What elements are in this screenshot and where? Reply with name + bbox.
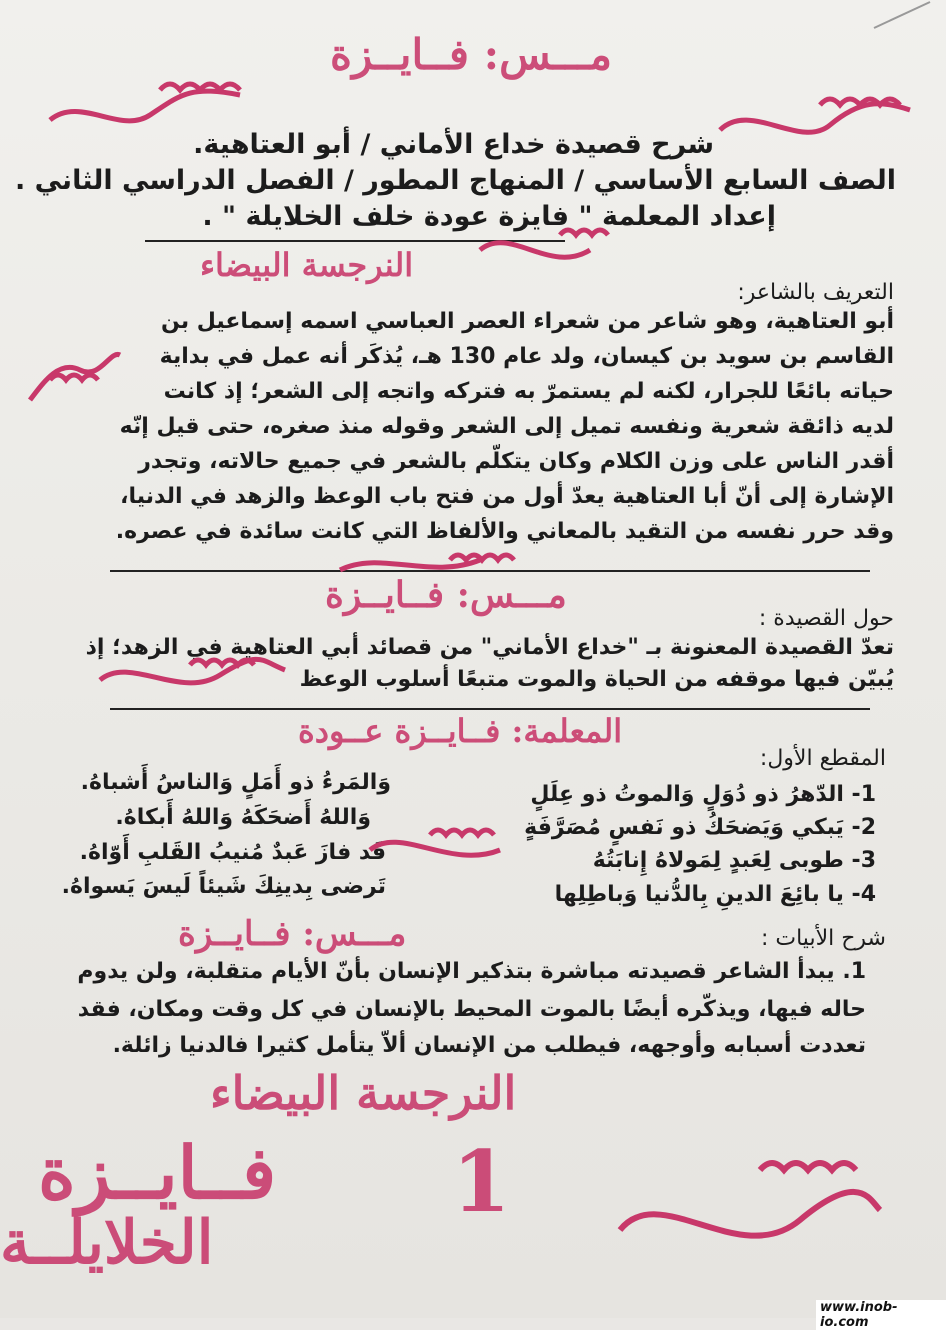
explanation-heading: شرح الأبيات : bbox=[760, 926, 886, 951]
signature-header-mid bbox=[470, 220, 640, 280]
verse-second-hemistich: تَرضى بِدينِكَ شَيئاً لَيسَ يَسواهُ. bbox=[61, 874, 386, 899]
poet-line: وقد حرر نفسه من التقيد بالمعاني والألفاظ التي كانت سائدة في عصره. bbox=[115, 519, 894, 544]
stamp-teacher-name-explanation: مـــس: فــايــزة bbox=[178, 914, 407, 954]
poet-line: حياته بائعًا للجرار، لكنه لم يستمرّ به فتركه واتجه إلى الشعر؛ إذ كانت bbox=[163, 379, 894, 404]
signature-bottom-right bbox=[600, 1140, 890, 1280]
about-line: يُبيّن فيها موقفه من الحياة والموت متبعًا أسلوب الوعظ bbox=[299, 667, 894, 692]
signature-poet-divider bbox=[330, 545, 530, 585]
grade-line: الصف السابع الأساسي / المنهاج المطور / الفصل الدراسي الثاني . bbox=[14, 165, 896, 196]
footer-site: www.inob-io.com bbox=[816, 1300, 946, 1330]
verse-first-hemistich: 3- طوبى لِعَبدٍ لِمَولاهُ إِنابَتُهُ bbox=[592, 848, 876, 873]
poet-line: أبو العتاهية، وهو شاعر من شعراء العصر العباسي اسمه إسماعيل بن bbox=[161, 309, 894, 334]
stamp-family-large: الخلايلــة bbox=[0, 1208, 214, 1278]
poet-line: أقدر الناس على وزن الكلام وكان يتكلّم بالشعر في جميع حالاته، وتجدر bbox=[138, 449, 894, 474]
explanation-line: حاله فيها، ويذكّره أيضًا بالموت المحيط بالإنسان في كل وقت ومكان، فقد bbox=[77, 997, 866, 1022]
section1-heading: المقطع الأول: bbox=[759, 746, 886, 771]
poet-line: لديه ذائقة شعرية ونفسه تميل إلى الشعر وقوله منذ صغره، حتى قيل إنّه bbox=[119, 414, 894, 439]
stamp-teacher-fullname: المعلمة: فــايــزة عــودة bbox=[298, 712, 623, 750]
verse-second-hemistich: قَد فازَ عَبدٌ مُنيبُ القَلبِ أَوّاهُ. bbox=[79, 840, 386, 865]
stamp-teacher-name-mid: مـــس: فــايــزة bbox=[325, 574, 567, 616]
page-number-stamp: 1 bbox=[452, 1132, 511, 1231]
divider-about bbox=[110, 708, 870, 710]
teacher-line: إعداد المعلمة " فايزة عودة خلف الخلايلة " . bbox=[202, 201, 776, 232]
verse-first-hemistich: 2- يَبكي وَيَضحَكُ ذو نَفسٍ مُصَرَّفَةٍ bbox=[524, 815, 876, 840]
poet-line: الإشارة إلى أنّ أبا العتاهية يعدّ أول من فتح باب الوعظ والزهد في الدنيا، bbox=[120, 484, 894, 509]
verse-first-hemistich: 1- الدّهرُ ذو دُوَلٍ وَالموتُ ذو عِلَلٍ bbox=[530, 782, 876, 807]
stamp-school-bottom: النرجسة البيضاء bbox=[210, 1066, 517, 1120]
stamp-school-header: النرجسة البيضاء bbox=[200, 246, 414, 284]
pen-stroke bbox=[870, 0, 946, 30]
signature-right-top bbox=[710, 90, 920, 160]
signature-verses bbox=[360, 810, 530, 880]
stamp-teacher-name-top: مـــس: فــايــزة bbox=[330, 30, 613, 79]
explanation-line: تعددت أسبابه وأوجهه، فيطلب من الإنسان ألاّ يتأمل كثيرا فالدنيا زائلة. bbox=[112, 1033, 866, 1058]
signature-about-left bbox=[90, 640, 290, 710]
verse-second-hemistich: وَاللهُ أَضحَكَهُ وَاللهُ أَبكاهُ. bbox=[115, 805, 371, 830]
about-line: تعدّ القصيدة المعنونة بـ "خداع الأماني" من قصائد أبي العتاهية في الزهد؛ إذ bbox=[85, 635, 894, 660]
verse-first-hemistich: 4- يا بائِعَ الدينِ بِالدُّنيا وَباطِلِها bbox=[554, 882, 876, 907]
verse-second-hemistich: وَالمَرءُ ذو أَمَلٍ وَالناسُ أَشباهُ. bbox=[80, 770, 391, 795]
signature-poet-left bbox=[20, 340, 130, 420]
poet-line: القاسم بن سويد بن كيسان، ولد عام 130 هـ، يُذكَر أنه عمل في بداية bbox=[159, 344, 894, 369]
explanation-line: 1. يبدأ الشاعر قصيدته مباشرة بتذكير الإنسان بأنّ الأيام متقلبة، ولن يدوم bbox=[77, 959, 866, 984]
stamp-name-large: فــايــزة bbox=[38, 1130, 277, 1215]
about-heading: حول القصيدة : bbox=[758, 606, 894, 631]
title-line: شرح قصيدة خداع الأماني / أبو العتاهية. bbox=[193, 129, 714, 160]
poet-heading: التعريف بالشاعر: bbox=[737, 280, 894, 305]
